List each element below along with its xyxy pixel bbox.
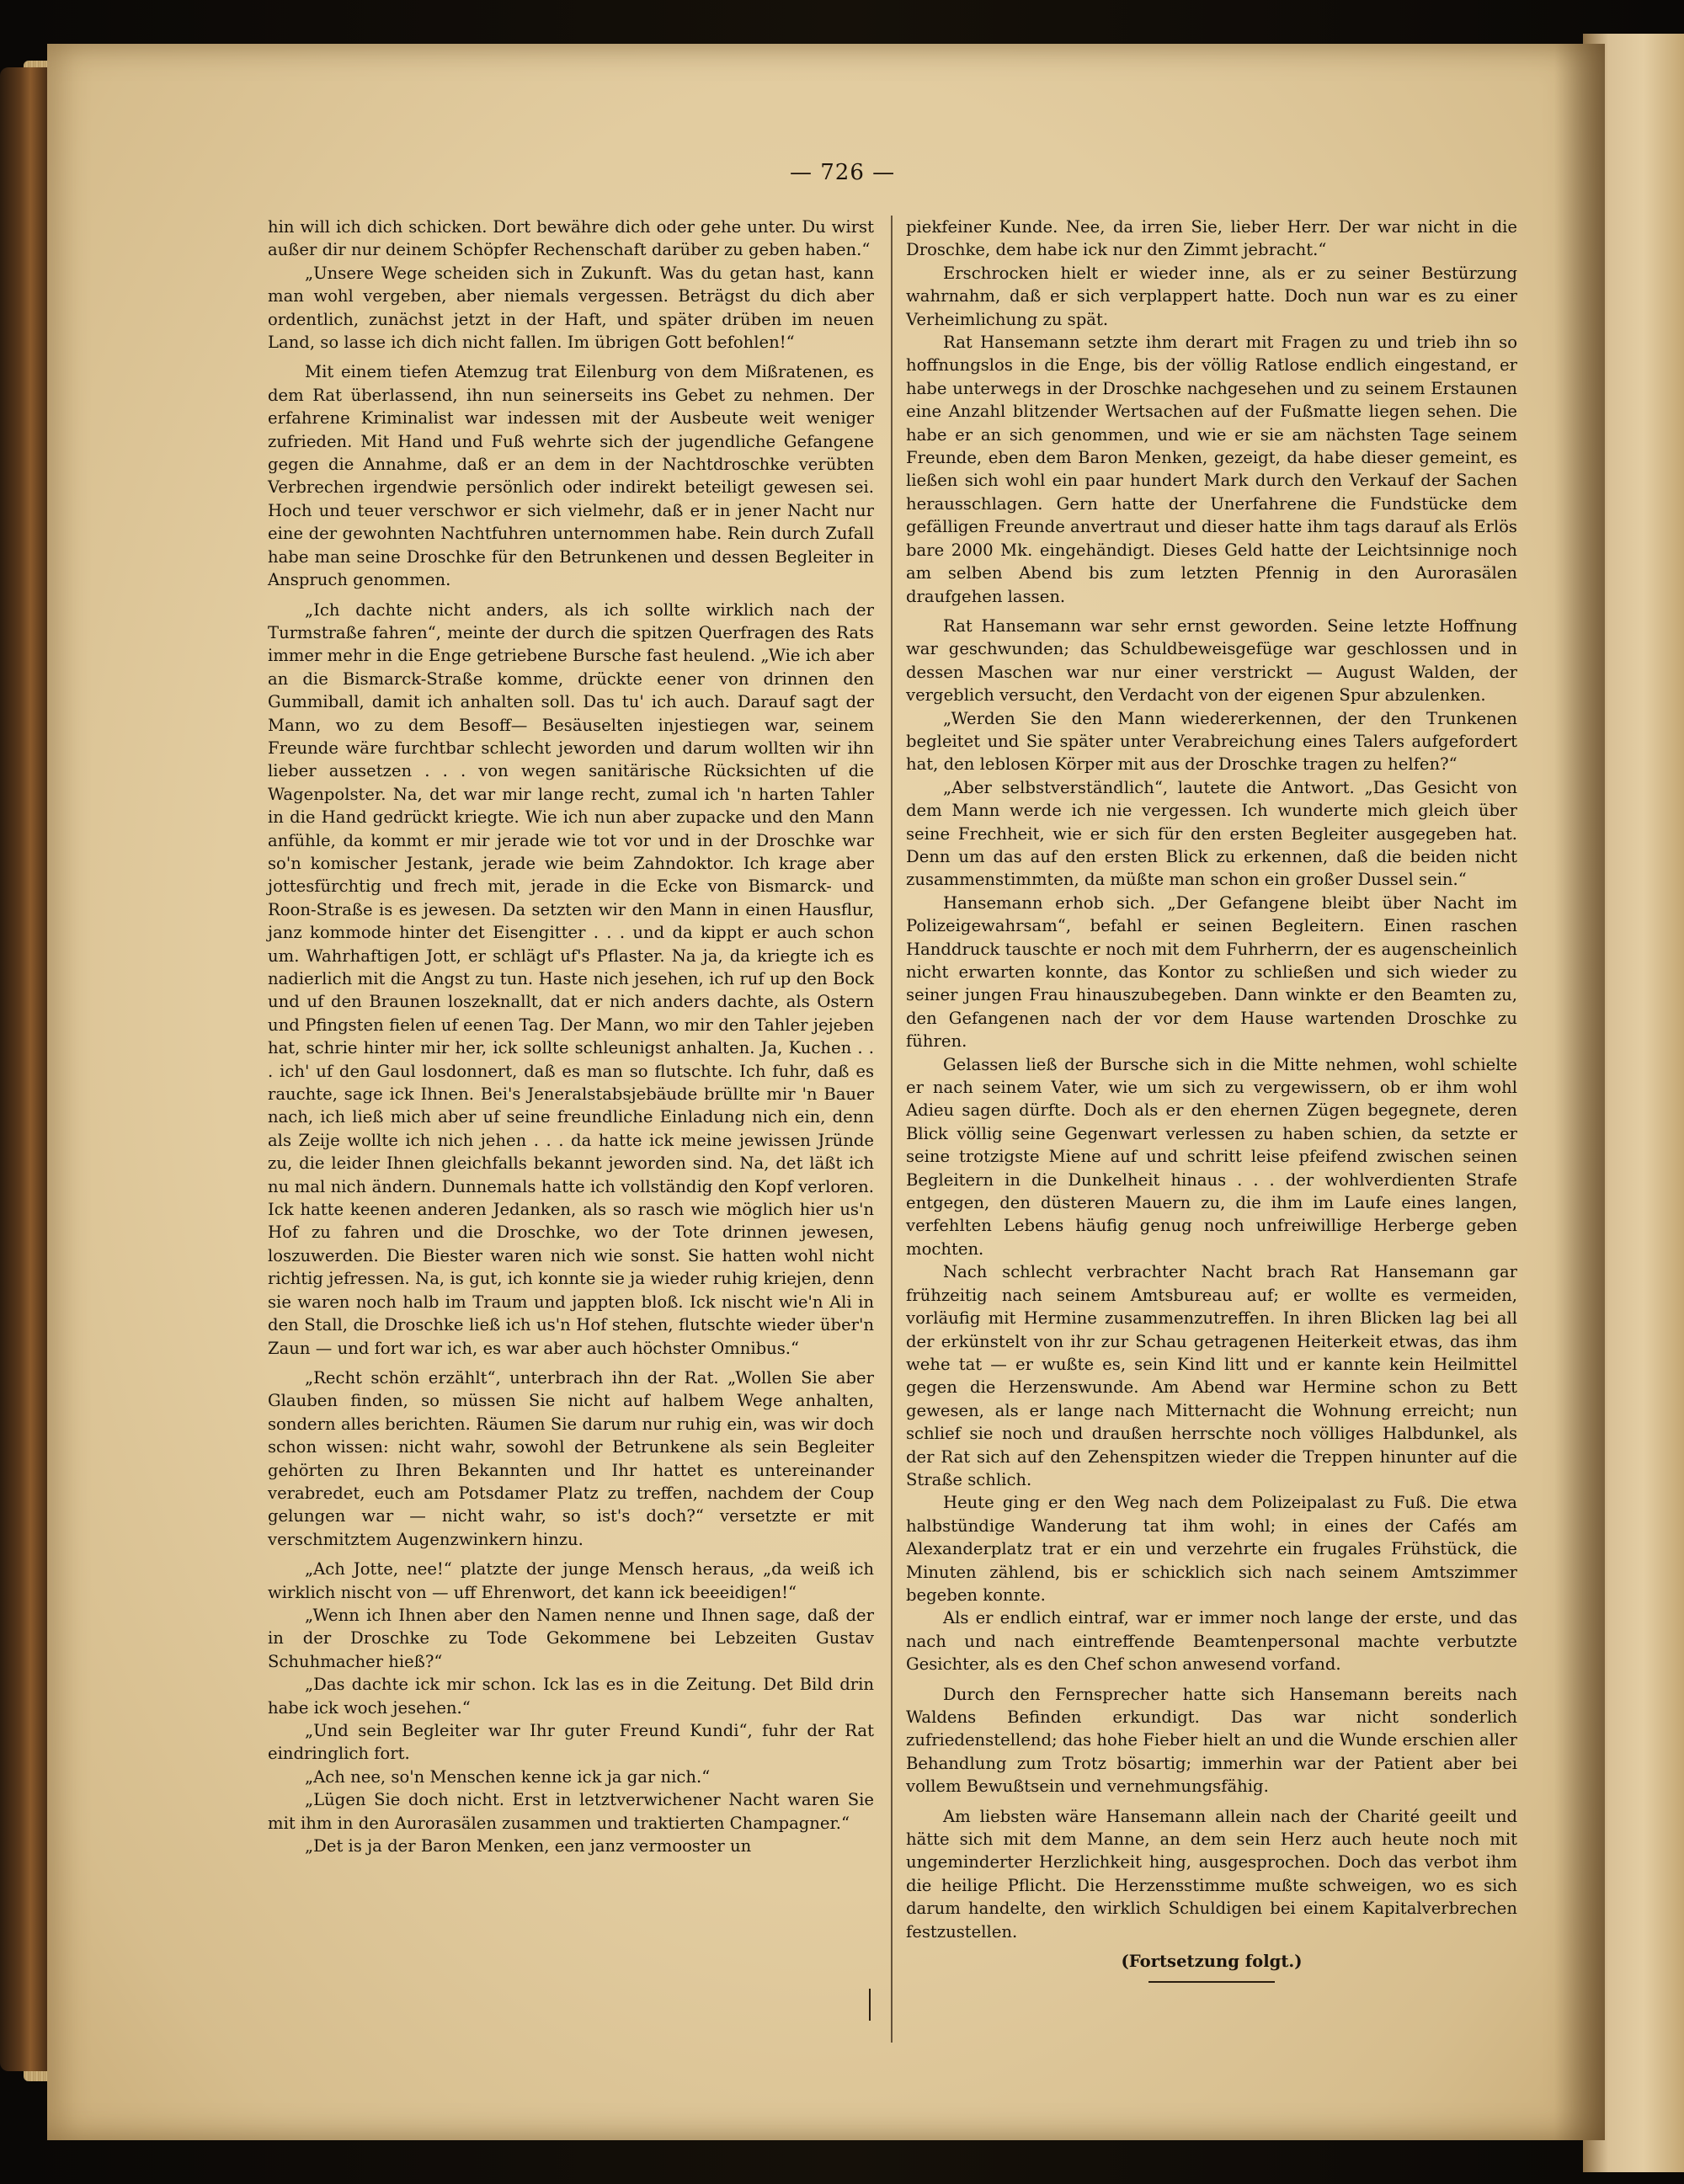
paragraph: Mit einem tiefen Atemzug trat Eilenburg von dem Mißratenen, es dem Rat überlassend, ihn nun seinerseits ins Gebet zu nehmen. Der erfahrene Kriminalist war indessen mit der Ausbeute weit weniger zufrieden. Mit Hand und Fuß wehrte sich der jugendliche Gefangene gegen die Annahme, daß er an dem in der Nachtdroschke verübten Verbrechen irgendwie persönlich oder indirekt beteiligt gewesen sei. Hoch und teuer verschwor er sich vielmehr, daß er in jener Nacht nur eine der gewohnten Nachtfuhren unternommen habe. Rein durch Zufall habe man seine Droschke für den Betrunkenen und dessen Begleiter in Anspruch genommen. bbox=[268, 362, 874, 590]
paragraph: „Ich dachte nicht anders, als ich sollte wirklich nach der Turmstraße fahren“, meinte der durch die spitzen Querfragen des Rats immer mehr in die Enge getriebene Bursche fast heulend. „Wie ich aber an die Bismarck-Straße komme, drückte eener von drinnen den Gummiball, damit ich anhalten soll. Das tu' ich auch. Darauf sagt der Mann, wo zu dem Besoff— Besäuselten injestiegen war, seinem Freunde wäre furchtbar schlecht jeworden und darum wollten wir ihn lieber aussetzen . . . von wegen sanitärische Rücksichten uf die Wagenpolster. Na, det war mir lange recht, zumal ich 'n harten Tahler in die Hand gedrückt kriegte. Wie ich nun aber zupacke und den Mann anfühle, da kommt er mir jerade wie tot vor und in der Droschke war so'n komischer Jestank, jerade wie beim Zahndoktor. Ich krage aber jottesfürchtig und frech mit, jerade in die Ecke von Bismarck- und Roon-Straße is es jewesen. Da setzten wir den Mann in einen Hausflur, janz kommode hinter det Eisengitter . . . und da kippt er auch schon um. Wahrhaftigen Jott, er schlägt uf's Pflaster. Na ja, da kriegte ich es nadierlich mit die Angst zu tun. Haste nich jesehen, ich ruf up den Bock und uf den Braunen loszeknallt, dat er nich anders dachte, als Ostern und Pfingsten fielen uf eenen Tag. Der Mann, wo mir den Tahler jejeben hat, schrie hinter mir her, ick sollte schleunigst anhalten. Ja, Kuchen . . . ich' uf den Gaul losdonnert, daß es man so flutschte. Ich fuhr, daß es rauchte, sage ick Ihnen. Bei's Jeneralstabsjebäude brüllte mir 'n Bauer nach, ich ließ mich aber uf seine freundliche Einladung nich ein, denn als Zeije wollte ich nich jehen . . . da hatte ick meine jewissen Jründe zu, die leider Ihnen gleichfalls bekannt jeworden sind. Na, det läßt ich nu mal nich ändern. Dunnemals hatte ich vollständig den Kopf verloren. Ick hatte keenen anderen Jedanken, als so rasch wie möglich hier us'n Hof zu fahren und die Droschke, wo der Tote drinnen jewesen, loszuwerden. Die Biester waren nich wie sonst. Sie hatten wohl nicht richtig jefressen. Na, is gut, ich konnte sie ja wieder ruhig kriejen, denn sie waren noch halb im Traum und jappten bloß. Ick nischt wie'n Ali in den Stall, die Droschke ließ ich us'n Hof stehen, flutschte wieder über'n Zaun — und fort war ich, es war aber auch höchster Omnibus.“ bbox=[268, 599, 874, 1358]
paragraph: „Aber selbstverständlich“, lautete die Antwort. „Das Gesicht von dem Mann werde ich nie vergessen. Ich wunderte mich gleich über seine Frechheit, wie er sich für den ersten Begleiter ausgegeben hat. Denn um das auf den ersten Blick zu erkennen, daß die beiden nicht zusammenstimmten, da müßte man schon ein großer Dussel sein.“ bbox=[906, 777, 1517, 890]
end-rule bbox=[1148, 1981, 1275, 1983]
continuation-notice: (Fortsetzung folgt.) bbox=[1121, 1952, 1303, 1972]
paragraph: „Werden Sie den Mann wiedererkennen, der den Trunkenen begleitet und Sie später unter Verabreichung eines Talers aufgefordert hat, den leblosen Körper mit aus der Droschke tragen zu helfen?“ bbox=[906, 708, 1517, 775]
paragraph: Durch den Fernsprecher hatte sich Hansemann bereits nach Waldens Befinden erkundigt. Das war nicht sonderlich zufriedenstellend; das hohe Fieber hielt an und die Wunde erschien aller Behandlung zum Trotz bösartig; immerhin war der Patient aber bei vollem Bewußtsein und vernehmungsfähig. bbox=[906, 1684, 1517, 1797]
paragraph: Am liebsten wäre Hansemann allein nach der Charité geeilt und hätte sich mit dem Manne, an dem sein Herz auch heute noch mit ungeminderter Herzlichkeit hing, ausgesprochen. Doch das verbot ihm die heilige Pflicht. Die Herzensstimme mußte schweigen, wo es sich darum handelte, den wirklich Schuldigen bei einem Kapitalverbrechen festzustellen. bbox=[906, 1806, 1517, 1942]
paragraph: hin will ich dich schicken. Dort bewähre dich oder gehe unter. Du wirst außer dir nur deinem Schöpfer Rechenschaft darüber zu geben haben.“ bbox=[268, 217, 874, 260]
paragraph: „Ach Jotte, nee!“ platzte der junge Mensch heraus, „da weiß ich wirklich nischt von — uff Ehrenwort, det kann ick beeeidigen!“ bbox=[268, 1559, 874, 1602]
paragraph: Rat Hansemann setzte ihm derart mit Fragen zu und trieb ihn so hoffnungslos in die Enge, bis der völlig Ratlose endlich eingestand, er habe unterwegs in der Droschke nachgesehen und zu seinem Erstaunen eine Anzahl blitzender Wertsachen auf der Fußmatte liegen sehen. Die habe er an sich genommen, und wie er sie am nächsten Tage seinem Freunde, eben dem Baron Menken, gezeigt, da habe dieser gemeint, es ließen sich wohl ein paar hundert Mark durch den Verkauf der Sachen herausschlagen. Gern hatte der Unerfahrene die Fundstücke dem gefälligen Freunde anvertraut und dieser hatte ihm tags darauf als Erlös bare 2000 Mk. eingehändigt. Dieses Geld hatte der Leichtsinnige noch am selben Abend bis zum letzten Pfennig in den Aurorasälen draufgehen lassen. bbox=[906, 333, 1517, 606]
paragraph: Hansemann erhob sich. „Der Gefangene bleibt über Nacht im Polizeigewahrsam“, befahl er seinen Begleitern. Einen raschen Handdruck tauschte er noch mit dem Fuhrherrn, der es augenscheinlich nicht erwarten konnte, das Kontor zu schließen und sich wieder zu seiner jungen Frau hinauszubegeben. Dann winkte er den Beamten zu, den Gefangenen nach der vor dem Hause wartenden Droschke zu führen. bbox=[906, 892, 1517, 1052]
paragraph: „Recht schön erzählt“, unterbrach ihn der Rat. „Wollen Sie aber Glauben finden, so müssen Sie nicht auf halbem Wege anhalten, sondern alles berichten. Räumen Sie darum nur ruhig ein, was wir doch schon wissen: nicht wahr, sowohl der Betrunkene als sein Begleiter gehörten zu Ihren Bekannten und Ihr hattet es untereinander verabredet, euch am Potsdamer Platz zu treffen, nachdem der Coup gelungen war — nicht wahr, so ist's doch?“ versetzte er mit verschmitztem Augenzwinkern hinzu. bbox=[268, 1367, 874, 1549]
paragraph: „Lügen Sie doch nicht. Erst in letztverwichener Nacht waren Sie mit ihm in den Aurorasälen zusammen und traktierten Champagner.“ bbox=[268, 1790, 874, 1833]
paragraph: „Ach nee, so'n Menschen kenne ick ja gar nich.“ bbox=[305, 1766, 711, 1787]
paragraph: „Und sein Begleiter war Ihr guter Freund Kundi“, fuhr der Rat eindringlich fort. bbox=[268, 1721, 874, 1764]
left-text-column bbox=[268, 216, 874, 1857]
paragraph: „Das dachte ick mir schon. Ick las es in die Zeitung. Det Bild drin habe ick woch jesehen.“ bbox=[268, 1675, 874, 1718]
paragraph: Heute ging er den Weg nach dem Polizeipalast zu Fuß. Die etwa halbstündige Wanderung tat ihm wohl; in eines der Cafés am Alexanderplatz trat er ein und verzehrte ein frugales Frühstück, die Minuten zählend, bis er schicklich sich nach seinem Amtszimmer begeben konnte. bbox=[906, 1493, 1517, 1605]
right-text-column bbox=[906, 216, 1517, 1983]
column-divider bbox=[891, 216, 893, 2043]
paragraph: piekfeiner Kunde. Nee, da irren Sie, lieber Herr. Der war nicht in die Droschke, dem habe ick nur den Zimmt jebracht.“ bbox=[906, 217, 1517, 260]
paragraph: „Wenn ich Ihnen aber den Namen nenne und Ihnen sage, daß der in der Droschke zu Tode Gekommene bei Lebzeiten Gustav Schuhmacher hieß?“ bbox=[268, 1605, 874, 1671]
paragraph: Als er endlich eintraf, war er immer noch lange der erste, und das nach und nach eintreffende Beamtenpersonal machte verbutzte Gesichter, als es den Chef schon anwesend vorfand. bbox=[906, 1608, 1517, 1675]
paragraph: Rat Hansemann war sehr ernst geworden. Seine letzte Hoffnung war geschwunden; das Schuldbeweisgefüge war geschlossen und in dessen Maschen war nur einer verstrickt — August Walden, der vergeblich versucht, den Verdacht von der eigenen Spur abzulenken. bbox=[906, 615, 1517, 706]
page-number: — 726 — bbox=[790, 160, 896, 185]
gutter-shadow bbox=[1554, 44, 1605, 2140]
book-spine bbox=[0, 67, 51, 2071]
paragraph: Erschrocken hielt er wieder inne, als er zu seiner Bestürzung wahrnahm, daß er sich verplappert hatte. Doch nun war es zu einer Verheimlichung zu spät. bbox=[906, 263, 1517, 329]
column-end-mark bbox=[869, 1989, 871, 2021]
paragraph: „Det is ja der Baron Menken, een janz vermooster un bbox=[305, 1836, 752, 1856]
paragraph: Nach schlecht verbrachter Nacht brach Rat Hansemann gar frühzeitig nach seinem Amtsbureau auf; er wollte es vermeiden, vorläufig mit Hermine zusammenzutreffen. In ihren Blicken lag bei all der erkünstelt von ihr zur Schau getragenen Heiterkeit etwas, das ihm wehe tat — er wußte es, sein Kind litt und er kannte kein Heilmittel gegen die Herzenswunde. Am Abend war Hermine schon zu Bett gewesen, als er lange nach Mitternacht die Wohnung erreicht; nun schlief sie noch und draußen herrschte noch völliges Halbdunkel, als der Rat sich auf den Zehenspitzen wieder die Treppen hinunter auf die Straße schlich. bbox=[906, 1262, 1517, 1489]
paragraph: Gelassen ließ der Bursche sich in die Mitte nehmen, wohl schielte er nach seinem Vater, wie um sich zu vergewissern, ob er ihm wohl Adieu sagen dürfte. Doch als er den ehernen Zügen begegnete, deren Blick völlig seine Gegenwart verlessen zu haben schien, da setzte er seine trotzigste Miene auf und schritt leise pfeifend zwischen seinen Begleitern in die Dunkelheit hinaus . . . der wohlverdienten Strafe entgegen, den düsteren Mauern zu, die ihm im Laufe eines langen, verfehlten Lebens häufig genug noch unfreiwillige Herberge geben mochten. bbox=[906, 1054, 1517, 1259]
paragraph: „Unsere Wege scheiden sich in Zukunft. Was du getan hast, kann man wohl vergeben, aber niemals vergessen. Beträgst du dich aber ordentlich, zunächst jetzt in der Haft, und später drüben im neuen Land, so lasse ich dich nicht fallen. Im übrigen Gott befohlen!“ bbox=[268, 263, 874, 353]
